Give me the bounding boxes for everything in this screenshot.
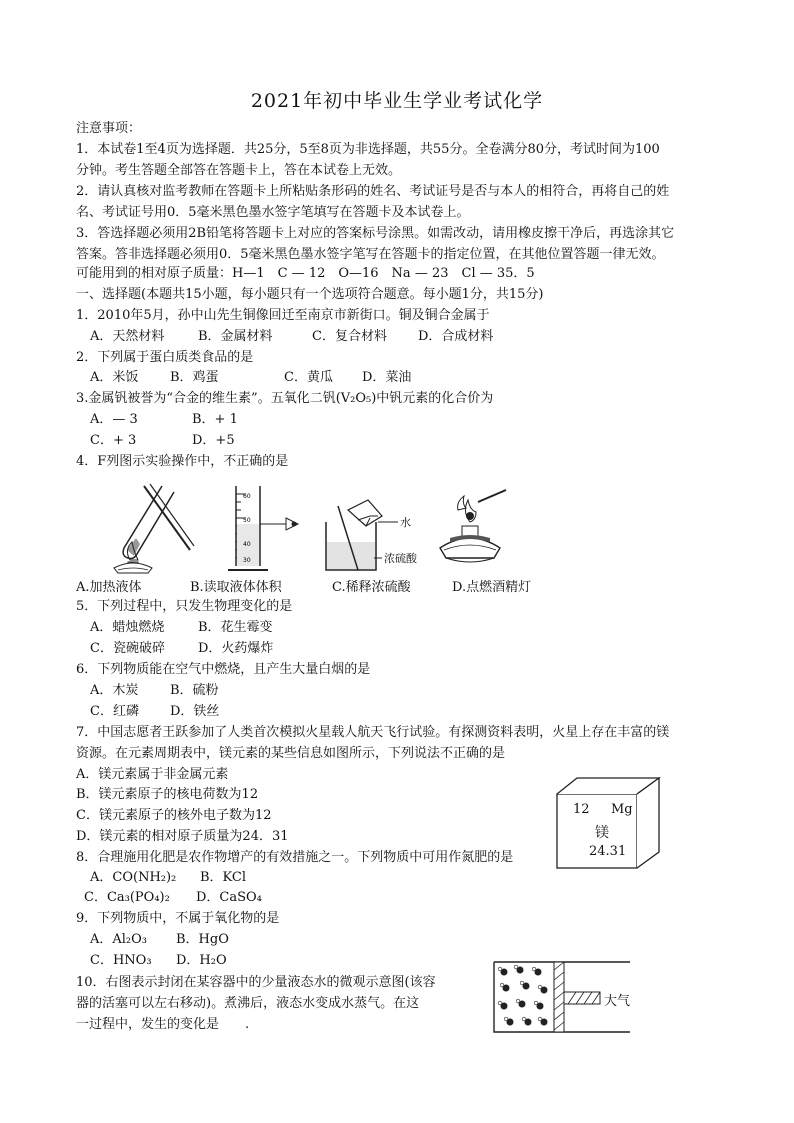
acid-label: 浓硫酸 xyxy=(384,552,417,565)
option-d: D．镁元素的相对原子质量为24．31 xyxy=(76,829,289,844)
figure-caption-b: B.读取液体体积 xyxy=(190,580,282,595)
option-c: C．红磷 xyxy=(90,704,139,719)
question-stem: 8．合理施用化肥是农作物增产的有效措施之一。下列物质中可用作氮肥的是 xyxy=(76,850,514,865)
exam-title: 2021年初中毕业生学业考试化学 xyxy=(250,90,544,112)
tick-label: 30 xyxy=(243,557,251,564)
water-label: 水 xyxy=(400,516,411,529)
figure-caption-d: D.点燃酒精灯 xyxy=(452,580,532,595)
option-b: B．金属材料 xyxy=(198,329,273,344)
option-a: A．— 3 xyxy=(90,412,138,427)
question-stem: 4．F列图示实验操作中，不正确的是 xyxy=(76,454,289,469)
heating-liquid-figure xyxy=(104,478,204,574)
option-a: A．蜡烛燃烧 xyxy=(90,620,165,635)
option-d: D．铁丝 xyxy=(170,704,220,719)
notice-line: 1．本试卷1至4页为选择题．共25分，5至8页为非选择题，共55分。全卷满分80分，考试时间为100 xyxy=(76,142,660,157)
question-stem: 1．2010年5月，孙中山先生铜像回迁至南京市新街口。铜及铜合金属于 xyxy=(76,308,490,323)
option-b: B．镁元素原子的核电荷数为12 xyxy=(76,787,259,802)
option-c: C．黄瓜 xyxy=(284,370,333,385)
atomic-mass-line: 可能用到的相对原子质量：H—1 C — 12 O—16 Na — 23 Cl — 35．5 xyxy=(76,266,535,281)
notice-heading: 注意事项： xyxy=(76,121,142,136)
tick-label: 60 xyxy=(243,493,251,500)
notice-line: 2．请认真核对监考教师在答题卡上所粘贴条形码的姓名、考试证号是否与本人的相符合，再将自己的姓 xyxy=(76,184,670,199)
question-stem: 3.金属钒被誉为“合金的维生素”。五氧化二钒(V₂O₅)中钒元素的化合价为 xyxy=(76,391,494,406)
atmosphere-label: 大气 xyxy=(604,994,631,1009)
option-a: A．Al₂O₃ xyxy=(90,932,148,947)
question-stem: 资源。在元素周期表中，镁元素的某些信息如图所示，下列说法不正确的是 xyxy=(76,746,506,761)
option-a: A．CO(NH₂)₂ xyxy=(90,870,177,885)
question-stem: 一过程中，发生的变化是 . xyxy=(76,1017,250,1032)
option-b: B．硫粉 xyxy=(170,683,219,698)
option-d: D．H₂O xyxy=(176,953,227,968)
question-stem: 10．右图表示封闭在某容器中的少量液态水的微观示意图(该容 xyxy=(76,975,436,990)
option-d: D．火药爆炸 xyxy=(198,641,274,656)
figure-caption-c: C.稀释浓硫酸 xyxy=(332,580,411,595)
option-c: C．Ca₃(PO₄)₂ xyxy=(84,890,170,905)
option-a: A．镁元素属于非金属元素 xyxy=(76,767,229,782)
option-c: C．镁元素原子的核外电子数为12 xyxy=(76,808,272,823)
question-stem: 2．下列属于蛋白质类食品的是 xyxy=(76,350,254,365)
graduated-cylinder-figure xyxy=(224,482,314,574)
option-c: C．瓷碗破碎 xyxy=(90,641,165,656)
alcohol-lamp-figure xyxy=(430,482,510,574)
option-d: D．菜油 xyxy=(362,370,412,385)
option-a: A．天然材料 xyxy=(90,329,165,344)
option-b: B．+ 1 xyxy=(192,412,238,427)
tick-label: 40 xyxy=(243,541,251,548)
atomic-mass: 24.31 xyxy=(589,844,627,859)
atomic-number: 12 xyxy=(573,802,590,817)
option-b: B．KCl xyxy=(200,870,247,885)
option-d: D．CaSO₄ xyxy=(196,890,262,905)
tick-label: 50 xyxy=(243,517,251,524)
section-heading: 一、选择题(本题共15小题，每小题只有一个选项符合题意。每小题1分，共15分) xyxy=(76,287,544,302)
option-a: A．木炭 xyxy=(90,683,139,698)
question-stem: 5．下列过程中，只发生物理变化的是 xyxy=(76,599,293,614)
option-c: C．复合材料 xyxy=(312,329,387,344)
question-stem: 6．下列物质能在空气中燃烧，且产生大量白烟的是 xyxy=(76,662,371,677)
option-b: B．HgO xyxy=(176,932,229,947)
figure-caption-a: A.加热液体 xyxy=(76,580,142,595)
option-b: B．鸡蛋 xyxy=(170,370,219,385)
notice-line: 分钟。考生答题全部答在答题卡上，答在本试卷上无效。 xyxy=(76,163,402,178)
question-stem: 器的活塞可以左右移动)。煮沸后，液态水变成水蒸气。在这 xyxy=(76,996,420,1011)
option-a: A．米饭 xyxy=(90,370,139,385)
option-b: B．花生霉变 xyxy=(198,620,273,635)
question-stem: 7．中国志愿者王跃参加了人类首次模拟火星载人航天飞行试验。有探测资料表明，火星上存在丰富的镁 xyxy=(76,725,670,740)
notice-line: 答案。答非选择题必须用0．5毫米黑色墨水签字笔写在答题卡的指定位置，在其他位置答题一律无效。 xyxy=(76,247,665,262)
option-c: C．HNO₃ xyxy=(90,953,152,968)
notice-line: 3．答选择题必须用2B铅笔将答题卡上对应的答案标号涂黑。如需改动，请用橡皮擦干净后，再选涂其它 xyxy=(76,226,675,241)
element-name: 镁 xyxy=(595,825,609,841)
option-c: C．+ 3 xyxy=(90,433,137,448)
element-symbol: Mg xyxy=(611,802,633,817)
question-stem: 9．下列物质中，不属于氧化物的是 xyxy=(76,911,280,926)
option-d: D．合成材料 xyxy=(418,329,494,344)
sealed-container-figure xyxy=(490,958,670,1038)
option-d: D．+5 xyxy=(192,433,235,448)
notice-line: 名、考试证号用0．5毫米黑色墨水签字笔填写在答题卡及本试卷上。 xyxy=(76,205,470,220)
